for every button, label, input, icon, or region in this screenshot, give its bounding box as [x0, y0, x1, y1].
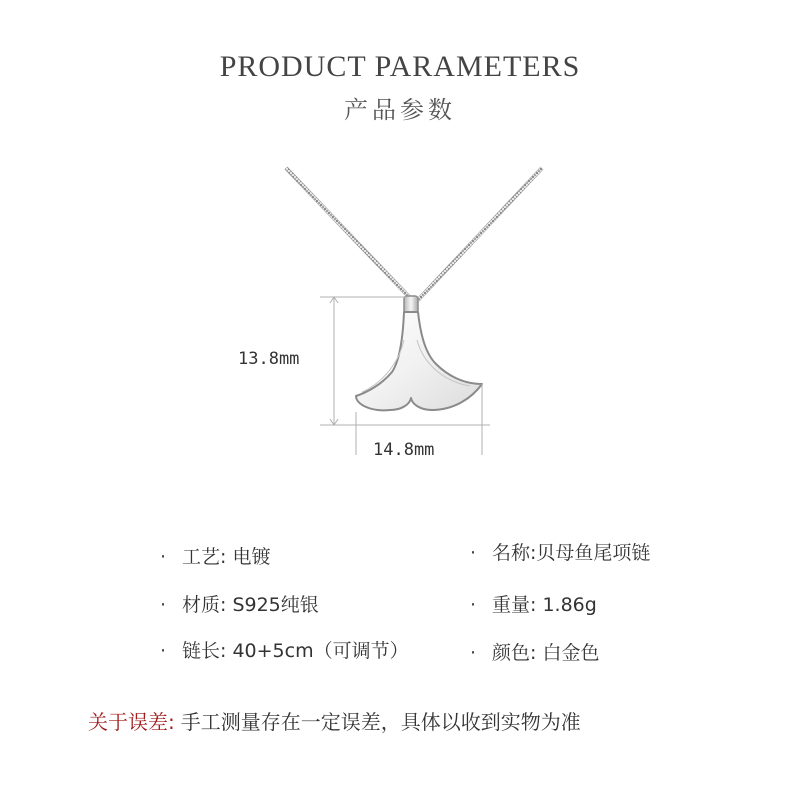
param-material-text: 材质: S925纯银 — [182, 594, 319, 616]
bullet: · — [470, 594, 477, 616]
param-craft-text: 工艺: 电镀 — [182, 546, 271, 568]
param-craft — [160, 542, 270, 569]
param-chain-length-text: 链长: 40+5cm（可调节） — [182, 640, 409, 662]
param-weight — [470, 590, 597, 617]
bullet: · — [160, 594, 167, 616]
page-title: PRODUCT PARAMETERS — [219, 50, 581, 83]
bullet: · — [470, 542, 477, 564]
measurement-note — [88, 706, 581, 735]
param-chain-length — [160, 636, 409, 663]
page-subtitle: 产品参数 — [344, 96, 456, 124]
bullet: · — [160, 546, 167, 568]
param-color — [470, 638, 599, 665]
param-name — [470, 538, 650, 565]
bullet: · — [470, 642, 477, 664]
bullet: · — [160, 640, 167, 662]
note-lead: 关于误差: — [88, 710, 175, 734]
param-name-text: 名称:贝母鱼尾项链 — [492, 542, 651, 564]
param-weight-text: 重量: 1.86g — [492, 594, 597, 616]
chain — [286, 168, 542, 300]
param-material — [160, 590, 319, 617]
height-label: 13.8mm — [238, 349, 300, 369]
note-text: 手工测量存在一定误差，具体以收到实物为准 — [180, 710, 581, 734]
param-color-text: 颜色: 白金色 — [492, 642, 600, 664]
whale-tail-pendant — [356, 312, 482, 410]
width-label: 14.8mm — [373, 440, 435, 460]
